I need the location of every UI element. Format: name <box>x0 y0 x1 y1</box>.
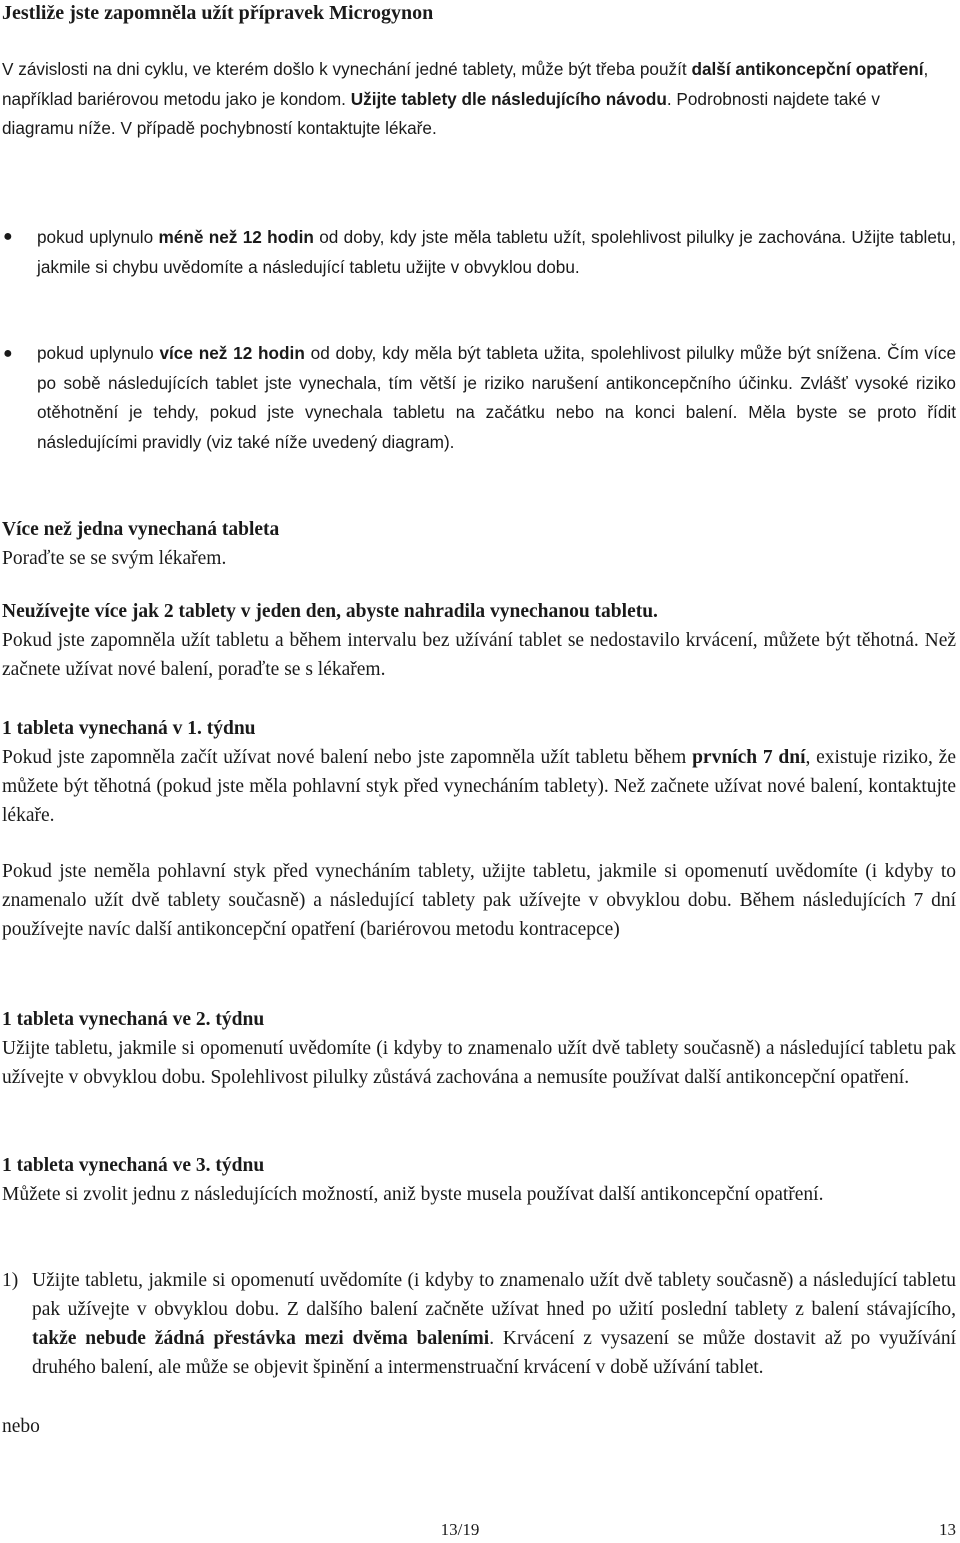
week1-text-2: Pokud jste neměla pohlavní styk před vynecháním tablety, užijte tabletu, jakmile si opomenutí uvědomíte (i kdyby to znamenalo užít dvě tablety současně) a následující tablety pak užívejte v obvyklou dobu. Během následujících 7 dní používejte navíc další antikoncepční opatření (bariérovou metodu kontracepce) <box>2 861 956 940</box>
week1-bold: prvních 7 dní <box>692 747 806 768</box>
bullet-item-less-than-12h <box>3 222 956 282</box>
week1-text-part: Pokud jste zapomněla začít užívat nové balení nebo jste zapomněla užít tabletu během <box>2 747 693 768</box>
bullet-item-more-than-12h <box>3 339 956 457</box>
option-number: 1) <box>2 1270 19 1291</box>
bullet-bold: méně než 12 hodin <box>158 227 314 247</box>
week3-heading: 1 tableta vynechaná ve 3. týdnu <box>2 1155 265 1176</box>
intro-text-3: . Podrobnosti najdete také v diagramu níže. V případě pochybností kontaktujte lékaře. <box>2 88 880 138</box>
page-of-indicator: 13/19 <box>440 1520 480 1539</box>
bullet-text: od doby, kdy měla být tableta užita, spolehlivost pilulky může být snížena. Čím více po sobě následujících tablet jste vynechala, tím větší je riziko narušení antikoncepčního účinku. Zvlášť vysoké riziko otěhotnění je tehdy, pokud jste vynechala tabletu na začátku nebo na konci balení. Měla byste se proto řídit následujícími pravidly (viz také níže uvedený diagram). <box>37 343 956 452</box>
bullet-icon: ● <box>3 228 13 245</box>
week1-text-part: , existuje riziko, že můžete být těhotná (pokud jste měla pohlavní styk před vynecháním tablety). Než začnete užívat nové balení, kontaktujte lékaře. <box>2 747 956 826</box>
bullet-text: pokud uplynulo <box>37 343 160 363</box>
week3-or: nebo <box>2 1416 40 1437</box>
week3-option-1 <box>2 1266 956 1382</box>
bullet-bold: více než 12 hodin <box>159 343 305 363</box>
intro-paragraph <box>2 55 956 144</box>
page-number: 13 <box>939 1520 956 1539</box>
bullet-text: pokud uplynulo <box>37 227 159 247</box>
week2-text: Užijte tabletu, jakmile si opomenutí uvědomíte (i kdyby to znamenalo užít dvě tablety současně) a následující tabletu pak užívejte v obvyklou dobu. Spolehlivost pilulky zůstává zachována a nemusíte používat další antikoncepční opatření. <box>2 1038 956 1088</box>
intro-bold-1: další antikoncepční opatření <box>691 59 924 79</box>
week2-heading: 1 tableta vynechaná ve 2. týdnu <box>2 1009 265 1030</box>
intro-text-1: V závislosti na dni cyklu, ve kterém došlo k vynechání jedné tablety, může být třeba použít <box>2 59 687 79</box>
intro-text-2: , například bariérovou metodu jako je kondom. <box>2 59 929 109</box>
more-than-one-text: Poraďte se se svým lékařem. <box>2 548 227 569</box>
week1-heading: 1 tableta vynechaná v 1. týdnu <box>2 718 256 739</box>
warning-heading: Neužívejte více jak 2 tablety v jeden den, abyste nahradila vynechanou tabletu. <box>2 601 658 622</box>
bullet-text: od doby, kdy jste měla tabletu užít, spolehlivost pilulky je zachována. Užijte tabletu, jakmile si chybu uvědomíte a následující tabletu užijte v obvyklou dobu. <box>37 227 956 277</box>
option-text: . Krvácení z vysazení se může dostavit až po využívání druhého balení, ale může se objevit špinění a intermenstruační krvácení v době užívání tablet. <box>32 1328 956 1378</box>
week1-text <box>2 743 956 830</box>
bullet-icon: ● <box>3 345 13 362</box>
option-bold: takže nebude žádná přestávka mezi dvěma baleními <box>32 1328 490 1349</box>
week3-text: Můžete si zvolit jednu z následujících možností, aniž byste musela používat další antikoncepční opatření. <box>2 1184 824 1205</box>
section-title: Jestliže jste zapomněla užít přípravek Microgynon <box>2 2 434 24</box>
warning-text: Pokud jste zapomněla užít tabletu a během intervalu bez užívání tablet se nedostavilo krvácení, můžete být těhotná. Než začnete užívat nové balení, poraďte se s lékařem. <box>2 630 956 680</box>
option-text: Užijte tabletu, jakmile si opomenutí uvědomíte (i kdyby to znamenalo užít dvě tablety současně) a následující tabletu pak užívejte v obvyklou dobu. Z dalšího balení začněte užívat hned po užití poslední tablety z balení stávajícího, <box>32 1270 956 1320</box>
more-than-one-heading: Více než jedna vynechaná tableta <box>2 519 280 540</box>
intro-bold-2: Užijte tablety dle následujícího návodu <box>350 88 667 109</box>
